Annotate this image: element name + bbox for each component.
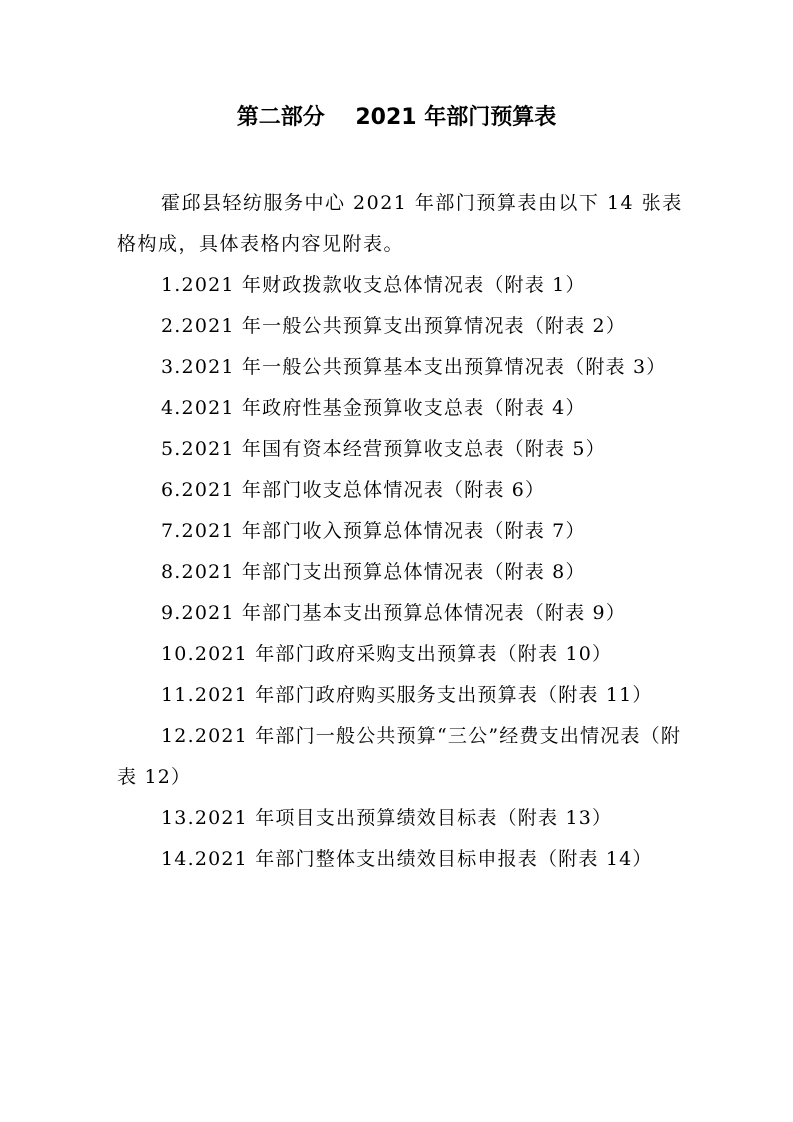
list-item: 6.2021 年部门收支总体情况表（附表 6）: [161, 479, 546, 501]
list-item: 3.2021 年一般公共预算基本支出预算情况表（附表 3）: [161, 356, 667, 378]
list-item: 1.2021 年财政拨款收支总体情况表（附表 1）: [161, 274, 586, 296]
list-item: 10.2021 年部门政府采购支出预算表（附表 10）: [161, 643, 613, 665]
intro-paragraph: 霍邱县轻纺服务中心 2021 年部门预算表由以下 14 张表格构成，具体表格内容见附表。: [117, 192, 683, 255]
page-title: 第二部分 2021 年部门预算表: [236, 105, 557, 130]
list-item: 11.2021 年部门政府购买服务支出预算表（附表 11）: [161, 684, 653, 706]
list-item: 9.2021 年部门基本支出预算总体情况表（附表 9）: [161, 602, 627, 624]
list-item: 12.2021 年部门一般公共预算“三公”经费支出情况表（附表 12）: [117, 725, 682, 788]
appendix-table-list: [117, 265, 685, 880]
list-item: 13.2021 年项目支出预算绩效目标表（附表 13）: [161, 807, 613, 829]
list-item: 2.2021 年一般公共预算支出预算情况表（附表 2）: [161, 315, 627, 337]
list-item: 4.2021 年政府性基金预算收支总表（附表 4）: [161, 397, 586, 419]
list-item: 8.2021 年部门支出预算总体情况表（附表 8）: [161, 561, 586, 583]
list-item: 5.2021 年国有资本经营预算收支总表（附表 5）: [161, 438, 606, 460]
list-item: 7.2021 年部门收入预算总体情况表（附表 7）: [161, 520, 586, 542]
list-item: 14.2021 年部门整体支出绩效目标申报表（附表 14）: [161, 848, 653, 870]
